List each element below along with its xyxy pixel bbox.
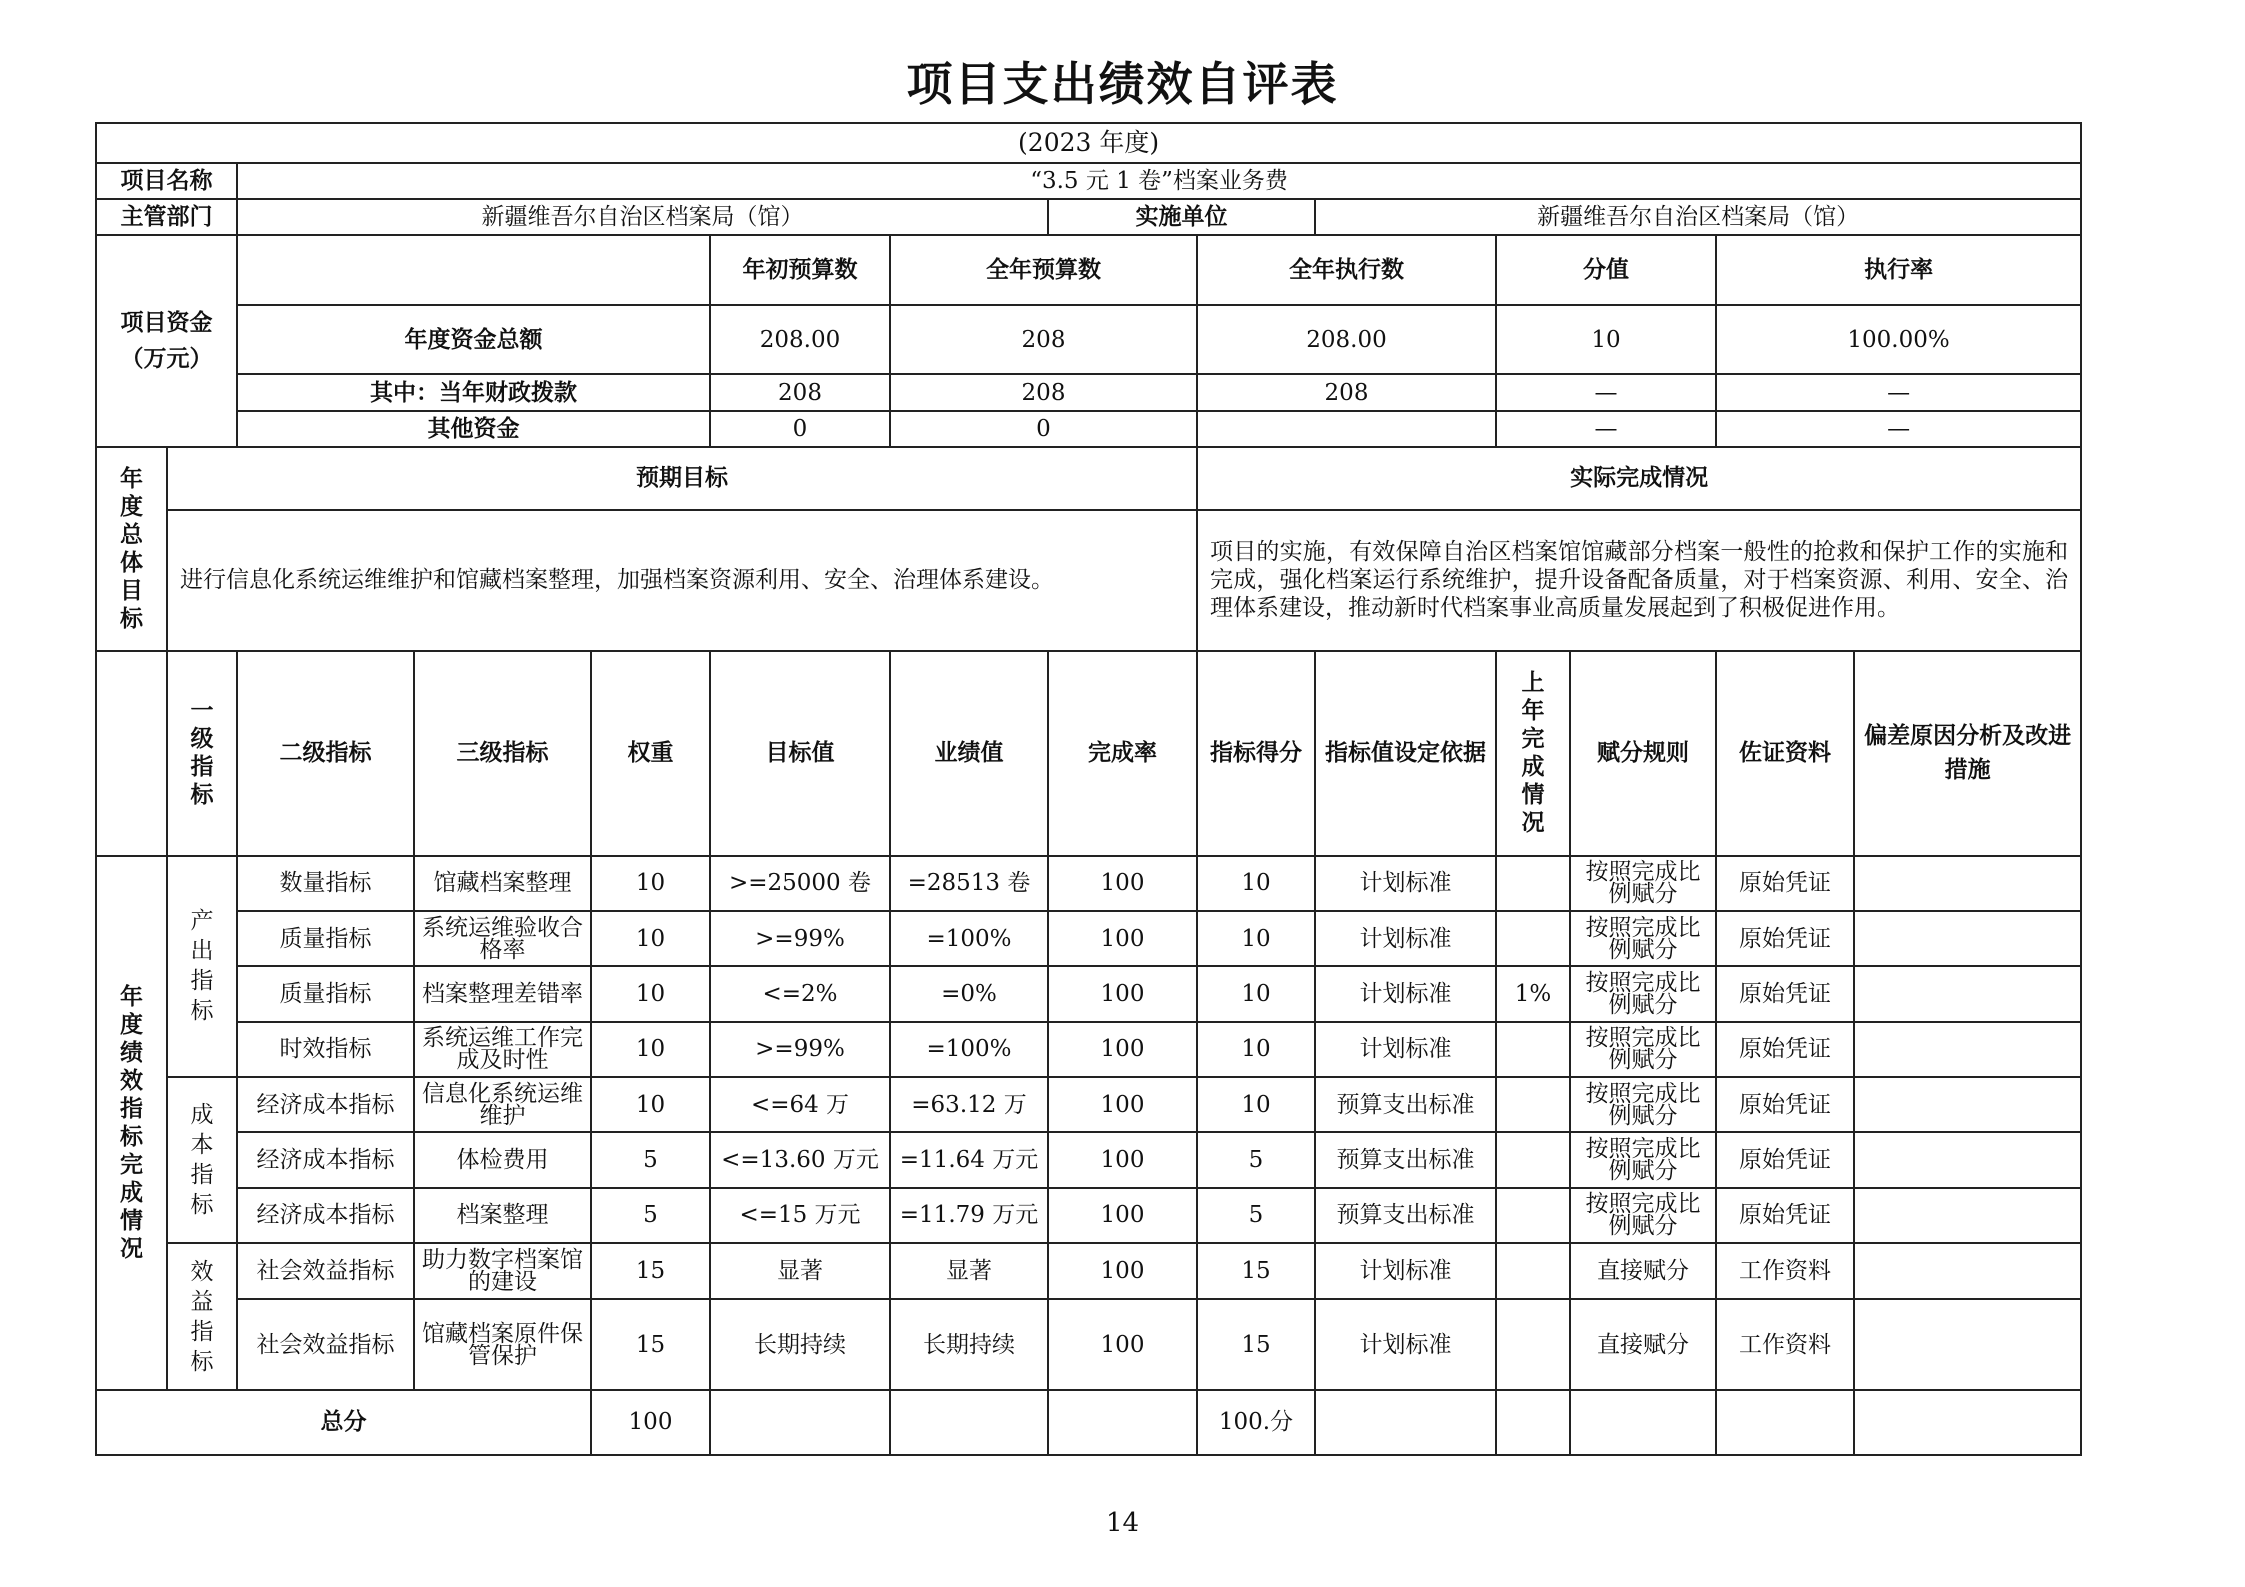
table-row: [96, 1299, 2081, 1390]
indicator-header-blank: [96, 651, 167, 856]
rate-value: 100: [1048, 1022, 1197, 1077]
total-blank: [890, 1390, 1048, 1455]
annual-goal-label: [96, 447, 167, 652]
rate-value: 100: [1048, 1077, 1197, 1132]
basis-value: 计划标准: [1315, 1243, 1496, 1299]
table-row: [96, 1022, 2081, 1077]
score-value: 5: [1197, 1188, 1315, 1243]
rate-value: 100: [1048, 1299, 1197, 1390]
performance-table: [95, 122, 2082, 1456]
rate-value: 100: [1048, 966, 1197, 1021]
funds-row-value: 0: [710, 411, 890, 447]
l2-indicator: 经济成本指标: [237, 1188, 414, 1243]
deviation-value: [1854, 966, 2081, 1021]
weight-header: 权重: [591, 651, 710, 856]
l2-indicator: 经济成本指标: [237, 1077, 414, 1132]
funds-row-value: 208: [890, 305, 1197, 375]
funds-row-name: 年度资金总额: [237, 305, 710, 375]
rule-value: 按照完成比例赋分: [1570, 966, 1716, 1021]
funds-row-value: —: [1496, 411, 1716, 447]
evidence-value: 原始凭证: [1716, 856, 1854, 911]
evidence-header: 佐证资料: [1716, 651, 1854, 856]
score-value: 10: [1197, 856, 1315, 911]
deviation-header: 偏差原因分析及改进措施: [1854, 651, 2081, 856]
score-value: 15: [1197, 1243, 1315, 1299]
target-value: <=64 万: [710, 1077, 890, 1132]
funds-label-text: 项目资金: [120, 309, 213, 336]
table-row: [96, 235, 2081, 305]
table-row: [96, 856, 2081, 911]
table-row: [96, 1188, 2081, 1243]
l3-header: 三级指标: [414, 651, 591, 856]
l1-indicator: [167, 1077, 237, 1243]
dept-label: 主管部门: [96, 199, 237, 235]
l2-indicator: 质量指标: [237, 966, 414, 1021]
funds-row-value: 0: [890, 411, 1197, 447]
target-value: >=25000 卷: [710, 856, 890, 911]
table-row: [96, 1390, 2081, 1455]
funds-row-name: 其他资金: [237, 411, 710, 447]
l2-indicator: 质量指标: [237, 911, 414, 966]
score-value: 10: [1197, 966, 1315, 1021]
l1-indicator: [167, 856, 237, 1077]
rule-value: 直接赋分: [1570, 1299, 1716, 1390]
deviation-value: [1854, 856, 2081, 911]
table-row: [96, 911, 2081, 966]
rate-header: 完成率: [1048, 651, 1197, 856]
funds-row-value: —: [1716, 411, 2081, 447]
basis-value: 预算支出标准: [1315, 1132, 1496, 1187]
weight-value: 15: [591, 1243, 710, 1299]
score-value: 5: [1197, 1132, 1315, 1187]
funds-row-value: 208.00: [710, 305, 890, 375]
prev-year-value: [1496, 1022, 1570, 1077]
executed-header: 全年执行数: [1197, 235, 1496, 305]
vertical-text: 成本指标: [190, 1102, 214, 1219]
weight-value: 10: [591, 966, 710, 1021]
funds-row-value: 10: [1496, 305, 1716, 375]
table-row: [96, 374, 2081, 410]
basis-value: 计划标准: [1315, 1299, 1496, 1390]
basis-value: 预算支出标准: [1315, 1077, 1496, 1132]
target-header: 目标值: [710, 651, 890, 856]
l2-indicator: 时效指标: [237, 1022, 414, 1077]
l3-indicator: 体检费用: [414, 1132, 591, 1187]
weight-value: 5: [591, 1132, 710, 1187]
l2-indicator: 经济成本指标: [237, 1132, 414, 1187]
basis-value: 计划标准: [1315, 966, 1496, 1021]
target-value: <=2%: [710, 966, 890, 1021]
actual-value: =11.64 万元: [890, 1132, 1048, 1187]
score-value: 10: [1197, 1022, 1315, 1077]
actual-value: =0%: [890, 966, 1048, 1021]
funds-label: [96, 235, 237, 447]
table-row: [96, 411, 2081, 447]
rule-value: 按照完成比例赋分: [1570, 1188, 1716, 1243]
total-blank: [1570, 1390, 1716, 1455]
score-value: 10: [1197, 911, 1315, 966]
funds-row-value: 208: [1197, 374, 1496, 410]
prev-year-value: [1496, 1188, 1570, 1243]
rate-value: 100: [1048, 1188, 1197, 1243]
l2-indicator: 社会效益指标: [237, 1243, 414, 1299]
rule-value: 按照完成比例赋分: [1570, 1022, 1716, 1077]
l3-indicator: 系统运维验收合格率: [414, 911, 591, 966]
evidence-value: 原始凭证: [1716, 1022, 1854, 1077]
prev-year-value: [1496, 911, 1570, 966]
funds-row-value: 208: [890, 374, 1197, 410]
prev-year-value: [1496, 1243, 1570, 1299]
funds-unit: （万元）: [120, 345, 213, 372]
target-value: <=15 万元: [710, 1188, 890, 1243]
evidence-value: 原始凭证: [1716, 1188, 1854, 1243]
table-row: [96, 163, 2081, 199]
l3-indicator: 馆藏档案整理: [414, 856, 591, 911]
impl-unit-label: 实施单位: [1048, 199, 1315, 235]
weight-value: 10: [591, 911, 710, 966]
actual-value: =100%: [890, 911, 1048, 966]
actual-header: 业绩值: [890, 651, 1048, 856]
total-blank: [1854, 1390, 2081, 1455]
total-blank: [1315, 1390, 1496, 1455]
budget-annual-header: 全年预算数: [890, 235, 1197, 305]
l2-header: 二级指标: [237, 651, 414, 856]
rate-value: 100: [1048, 1243, 1197, 1299]
total-blank: [1496, 1390, 1570, 1455]
evidence-value: 原始凭证: [1716, 1077, 1854, 1132]
actual-completion-text: 项目的实施，有效保障自治区档案馆馆藏部分档案一般性的抢救和保护工作的实施和完成，强化档案运行系统维护，提升设备配备质量，对于档案资源、利用、安全、治理体系建设，推动新时代档案事业高质量发展起到了积极促进作用。: [1197, 510, 2081, 652]
l2-indicator: 数量指标: [237, 856, 414, 911]
project-name-value: “3.5 元 1 卷”档案业务费: [237, 163, 2081, 199]
weight-value: 5: [591, 1188, 710, 1243]
table-row: [96, 1132, 2081, 1187]
l2-indicator: 社会效益指标: [237, 1299, 414, 1390]
total-blank: [1716, 1390, 1854, 1455]
vertical-text: 效益指标: [190, 1258, 214, 1375]
rule-value: 按照完成比例赋分: [1570, 911, 1716, 966]
evidence-value: 原始凭证: [1716, 1132, 1854, 1187]
l3-indicator: 系统运维工作完成及时性: [414, 1022, 591, 1077]
table-row: [96, 123, 2081, 163]
deviation-value: [1854, 1077, 2081, 1132]
table-row: [96, 1077, 2081, 1132]
exec-rate-header: 执行率: [1716, 235, 2081, 305]
deviation-value: [1854, 1188, 2081, 1243]
dept-value: 新疆维吾尔自治区档案局（馆）: [237, 199, 1048, 235]
weight-value: 10: [591, 856, 710, 911]
prev-year-value: [1496, 856, 1570, 911]
total-score: 100.分: [1197, 1390, 1315, 1455]
total-weight: 100: [591, 1390, 710, 1455]
deviation-value: [1854, 1243, 2081, 1299]
prev-year-header: [1496, 651, 1570, 856]
funds-row-value: [1197, 411, 1496, 447]
project-name-label: 项目名称: [96, 163, 237, 199]
weight-value: 10: [591, 1077, 710, 1132]
l3-indicator: 助力数字档案馆的建设: [414, 1243, 591, 1299]
score-value: 15: [1197, 1299, 1315, 1390]
rate-value: 100: [1048, 911, 1197, 966]
evidence-value: 工作资料: [1716, 1299, 1854, 1390]
basis-value: 预算支出标准: [1315, 1188, 1496, 1243]
l3-indicator: 馆藏档案原件保管保护: [414, 1299, 591, 1390]
page-title: 项目支出绩效自评表: [906, 57, 1339, 111]
rule-header: 赋分规则: [1570, 651, 1716, 856]
budget-initial-header: 年初预算数: [710, 235, 890, 305]
table-row: [96, 1243, 2081, 1299]
evidence-value: 工作资料: [1716, 1243, 1854, 1299]
table-row: [96, 651, 2081, 856]
table-row: [96, 510, 2081, 652]
actual-value: =11.79 万元: [890, 1188, 1048, 1243]
l3-indicator: 信息化系统运维维护: [414, 1077, 591, 1132]
table-row: [96, 966, 2081, 1021]
prev-year-value: [1496, 1299, 1570, 1390]
indicator-section-label: [96, 856, 167, 1390]
actual-value: =63.12 万: [890, 1077, 1048, 1132]
impl-unit-value: 新疆维吾尔自治区档案局（馆）: [1315, 199, 2081, 235]
l3-indicator: 档案整理: [414, 1188, 591, 1243]
actual-value: 显著: [890, 1243, 1048, 1299]
table-row: [96, 199, 2081, 235]
evidence-value: 原始凭证: [1716, 966, 1854, 1021]
rate-value: 100: [1048, 856, 1197, 911]
basis-value: 计划标准: [1315, 911, 1496, 966]
weight-value: 10: [591, 1022, 710, 1077]
deviation-value: [1854, 1132, 2081, 1187]
deviation-value: [1854, 1022, 2081, 1077]
prev-year-value: [1496, 1077, 1570, 1132]
target-value: 长期持续: [710, 1299, 890, 1390]
expected-goal-text: 进行信息化系统运维维护和馆藏档案整理，加强档案资源利用、安全、治理体系建设。: [167, 510, 1197, 652]
prev-year-value: [1496, 1132, 1570, 1187]
funds-row-value: 208.00: [1197, 305, 1496, 375]
actual-value: =100%: [890, 1022, 1048, 1077]
actual-completion-header: 实际完成情况: [1197, 447, 2081, 510]
score-header: 指标得分: [1197, 651, 1315, 856]
vertical-text: 产出指标: [190, 908, 214, 1025]
funds-row-name: 其中：当年财政拨款: [237, 374, 710, 410]
l1-header: [167, 651, 237, 856]
funds-blank: [237, 235, 710, 305]
table-row: [96, 305, 2081, 375]
basis-value: 计划标准: [1315, 1022, 1496, 1077]
target-value: 显著: [710, 1243, 890, 1299]
funds-row-value: 208: [710, 374, 890, 410]
prev-year-value: 1%: [1496, 966, 1570, 1021]
rate-value: 100: [1048, 1132, 1197, 1187]
points-header: 分值: [1496, 235, 1716, 305]
target-value: >=99%: [710, 911, 890, 966]
vertical-text: 一级指标: [190, 698, 214, 809]
rule-value: 按照完成比例赋分: [1570, 1077, 1716, 1132]
page-number: 14: [1105, 1508, 1140, 1538]
basis-value: 计划标准: [1315, 856, 1496, 911]
actual-value: 长期持续: [890, 1299, 1048, 1390]
rule-value: 按照完成比例赋分: [1570, 1132, 1716, 1187]
vertical-text: 年度总体目标: [119, 465, 143, 632]
total-blank: [710, 1390, 890, 1455]
total-label: 总分: [96, 1390, 591, 1455]
weight-value: 15: [591, 1299, 710, 1390]
target-value: <=13.60 万元: [710, 1132, 890, 1187]
total-blank: [1048, 1390, 1197, 1455]
vertical-text: 上年完成情况: [1521, 670, 1545, 837]
deviation-value: [1854, 911, 2081, 966]
l1-indicator: [167, 1243, 237, 1390]
evidence-value: 原始凭证: [1716, 911, 1854, 966]
funds-row-value: 100.00%: [1716, 305, 2081, 375]
report-year: (2023 年度): [96, 123, 2081, 163]
deviation-value: [1854, 1299, 2081, 1390]
actual-value: =28513 卷: [890, 856, 1048, 911]
rule-value: 按照完成比例赋分: [1570, 856, 1716, 911]
expected-goal-header: 预期目标: [167, 447, 1197, 510]
vertical-text: 年度绩效指标完成情况: [119, 983, 143, 1262]
funds-row-value: —: [1716, 374, 2081, 410]
basis-header: 指标值设定依据: [1315, 651, 1496, 856]
table-row: [96, 447, 2081, 510]
score-value: 10: [1197, 1077, 1315, 1132]
funds-row-value: —: [1496, 374, 1716, 410]
rule-value: 直接赋分: [1570, 1243, 1716, 1299]
l3-indicator: 档案整理差错率: [414, 966, 591, 1021]
target-value: >=99%: [710, 1022, 890, 1077]
